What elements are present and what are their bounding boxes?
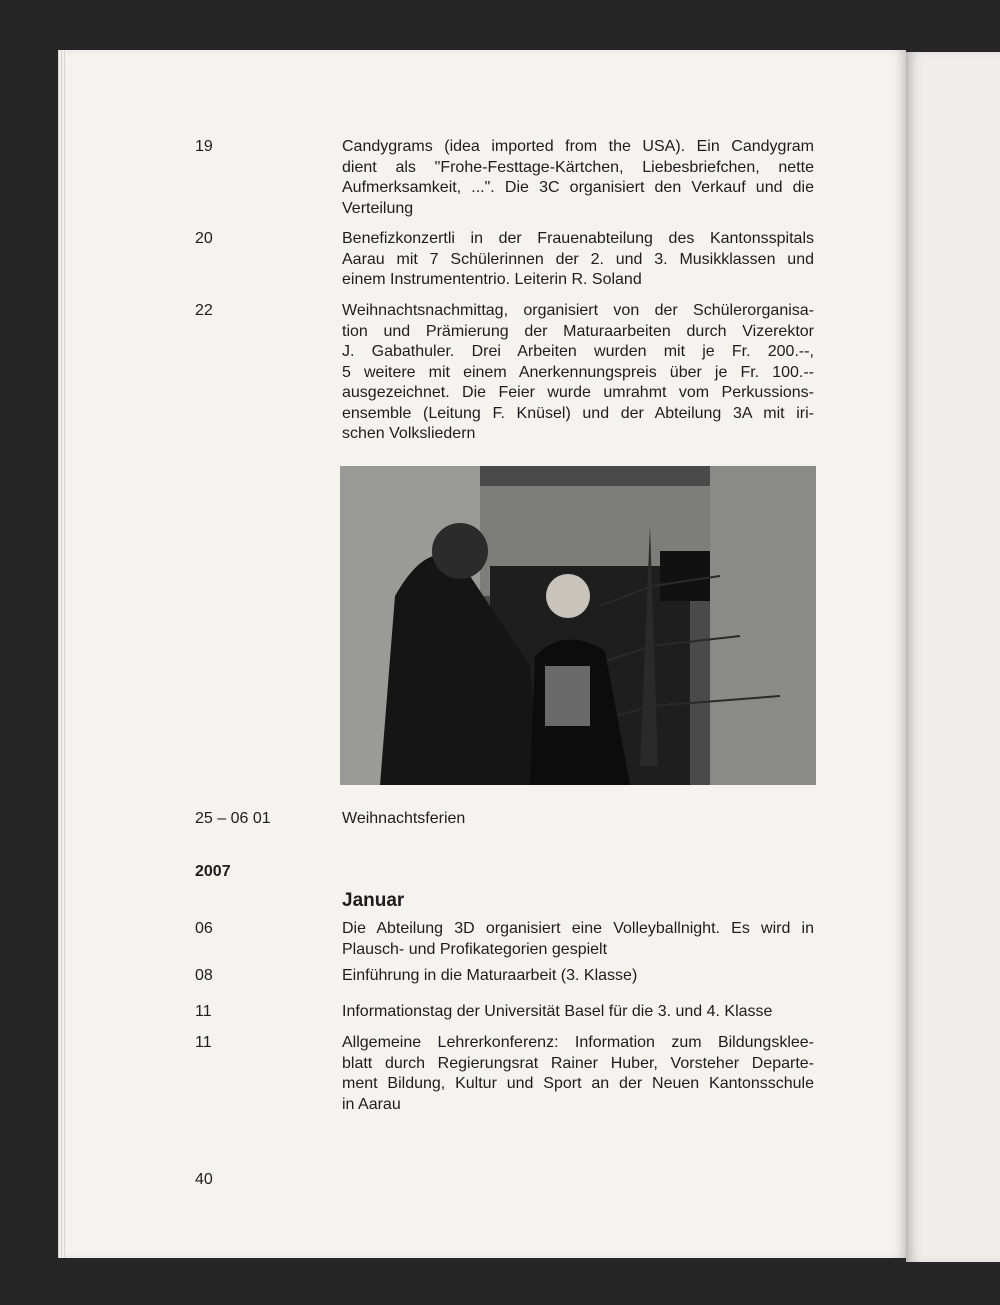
month-heading: Januar xyxy=(342,890,405,911)
entry-line: Plausch- und Profikategorien gespielt xyxy=(342,940,608,958)
entry-line: ment Bildung, Kultur und Sport an der Neuen Kantonsschule xyxy=(342,1075,814,1092)
entry-line: Verteilung xyxy=(342,199,414,217)
entry-line: dient als "Frohe-Festtage-Kärtchen, Liebesbriefchen, nette xyxy=(342,158,814,176)
holiday-date: 25 – 06 01 xyxy=(195,810,271,827)
event-photo xyxy=(340,466,816,785)
year-heading: 2007 xyxy=(195,863,231,880)
entry-line: Benefizkonzertli in der Frauenabteilung des Kantonsspitals xyxy=(342,230,814,247)
entry-line: Aarau mit 7 Schülerinnen der 2. und 3. Musikklassen und xyxy=(342,250,814,268)
entry-line: in Aarau xyxy=(342,1095,401,1113)
facing-page xyxy=(906,52,1000,1262)
entry-line: J. Gabathuler. Drei Arbeiten wurden mit je Fr. 200.--, xyxy=(342,343,814,360)
entry-date: 08 xyxy=(195,967,213,984)
entry-line: einem Instrumententrio. Leiterin R. Soland xyxy=(342,271,642,288)
entry-date: 06 xyxy=(195,920,213,937)
entry-date: 11 xyxy=(195,1034,212,1051)
entry-line: ausgezeichnet. Die Feier wurde umrahmt vom Perkussions- xyxy=(342,384,814,401)
entry-text xyxy=(342,919,814,960)
entry-text xyxy=(342,137,814,219)
entry-date: 20 xyxy=(195,230,213,247)
holiday-text: Weihnachtsferien xyxy=(342,810,466,827)
entry-text xyxy=(342,301,814,445)
entry-line: Die Abteilung 3D organisiert eine Volleyballnight. Es wird in xyxy=(342,920,814,937)
page-number: 40 xyxy=(195,1171,213,1188)
entry-line: ensemble (Leitung F. Knüsel) und der Abteilung 3A mit iri- xyxy=(342,404,814,422)
entry-line: Candygrams (idea imported from the USA). Ein Candygram xyxy=(342,138,814,155)
entry-line: Aufmerksamkeit, ...". Die 3C organisiert den Verkauf und die xyxy=(342,179,814,196)
entry-date: 19 xyxy=(195,138,213,155)
entry-text xyxy=(342,1002,814,1023)
entry-date: 22 xyxy=(195,302,213,319)
entry-line: Informationstag der Universität Basel für die 3. und 4. Klasse xyxy=(342,1003,773,1020)
entry-line: Allgemeine Lehrerkonferenz: Information zum Bildungsklee- xyxy=(342,1034,814,1051)
entry-line: Weihnachtsnachmittag, organisiert von der Schülerorganisa- xyxy=(342,302,814,319)
entry-text xyxy=(342,1033,814,1115)
entry-line: schen Volksliedern xyxy=(342,425,476,442)
entry-text xyxy=(342,229,814,291)
entry-text xyxy=(342,966,814,987)
entry-line: blatt durch Regierungsrat Rainer Huber, Vorsteher Departe- xyxy=(342,1054,814,1072)
entry-line: 5 weitere mit einem Anerkennungspreis über je Fr. 100.-- xyxy=(342,363,814,381)
entry-line: Einführung in die Maturaarbeit (3. Klasse) xyxy=(342,967,638,984)
entry-date: 11 xyxy=(195,1003,212,1020)
entry-line: tion und Prämierung der Maturaarbeiten durch Vizerektor xyxy=(342,322,814,340)
